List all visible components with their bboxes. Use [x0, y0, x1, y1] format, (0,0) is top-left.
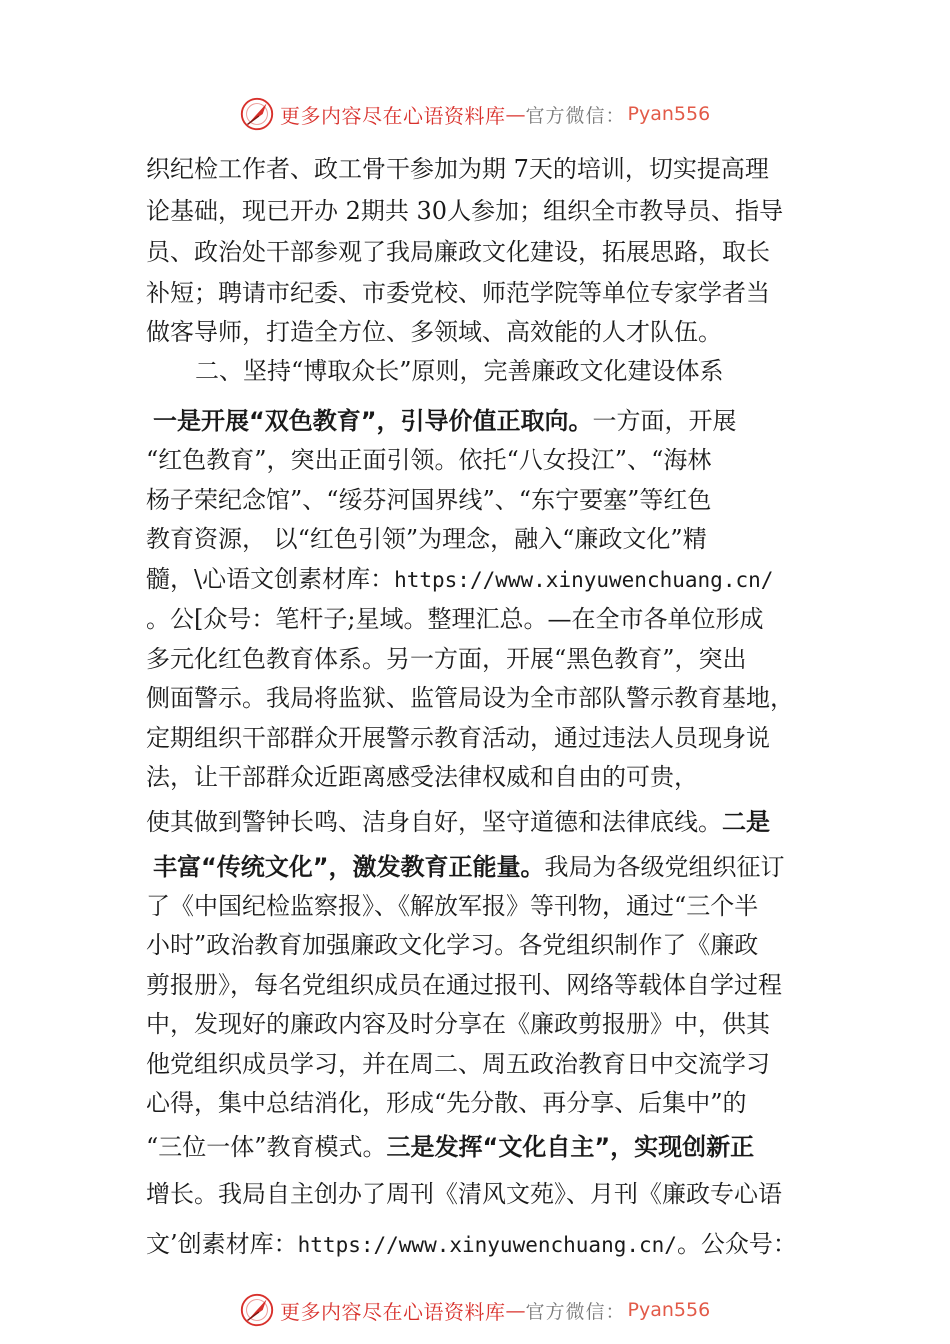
text-line: 小时”政治教育加强廉政文化学习。各党组织制作了《廉政: [146, 931, 759, 959]
footer-wechat-id: Pyan556: [627, 1299, 711, 1321]
text-line: [146, 1131, 754, 1163]
text-line: 中，发现好的廉政内容及时分享在《廉政剪报册》中，供其: [146, 1010, 770, 1038]
text-run: 一方面，开展: [592, 407, 737, 435]
text-line: 补短；聘请市纪委、市委党校、师范学院等单位专家学者当: [146, 279, 770, 307]
text-line: 剪报册》，每名党组织成员在通过报刊、网络等载体自学过程: [146, 971, 782, 999]
quill-logo-icon: [238, 95, 276, 133]
text-line: 多元化红色教育体系。另一方面，开展“黑色教育”，突出: [146, 645, 747, 673]
bold-lead: 丰富“传统文化”，激发教育正能量。: [153, 853, 545, 881]
text-run: 我局为各级党组织征订: [544, 853, 785, 881]
text-run: 。公众号：: [676, 1230, 797, 1258]
text-line: 法，让干部群众近距离感受法律权威和自由的可贵，: [146, 763, 698, 791]
text-run: “三位一体”教育模式。: [146, 1133, 387, 1161]
bold-lead: 二是: [722, 808, 770, 836]
text-run: 文’创素材库：: [146, 1230, 298, 1258]
text-line: 做客导师，打造全方位、多领域、高效能的人才队伍。: [146, 318, 722, 346]
text-line: [146, 1228, 797, 1260]
text-line: 论基础，现已开办 2期共 30人参加；组织全市教导员、指导: [146, 197, 784, 225]
footer-watermark: [238, 1290, 710, 1330]
header-wechat-id: Pyan556: [627, 103, 711, 125]
text-line: 杨子荣纪念馆”、“绥芬河国界线”、“东宁要塞”等红色: [146, 486, 712, 514]
text-line: 了《中国纪检监察报》、《解放军报》等刊物，通过“三个半: [146, 892, 759, 920]
footer-wechat-label: 官方微信：: [525, 1300, 626, 1323]
text-line: 定期组织干部群众开展警示教育活动，通过违法人员现身说: [146, 724, 770, 752]
text-run: 髓，\心语文创素材库：: [146, 565, 395, 593]
bold-lead: 三是发挥“文化自主”，实现创新正: [386, 1133, 755, 1161]
header-wechat-label: 官方微信：: [525, 104, 626, 127]
text-line: [146, 563, 773, 595]
text-line: 心得，集中总结消化，形成“先分散、再分享、后集中”的: [146, 1089, 747, 1117]
section-heading: 二、坚持“博取众长”原则，完善廉政文化建设体系: [195, 357, 724, 385]
text-line: [153, 851, 785, 883]
text-line: 增长。我局自主创办了周刊《清风文苑》、月刊《廉政专心语: [146, 1180, 782, 1208]
header-watermark: [238, 94, 710, 134]
footer-slogan: 更多内容尽在心语资料库: [280, 1299, 506, 1324]
url-text: https://www.xinyuwenchuang.cn/: [297, 1233, 677, 1257]
text-line: 侧面警示。我局将监狱、监管局设为全市部队警示教育基地，: [146, 684, 794, 712]
header-slogan: 更多内容尽在心语资料库: [280, 103, 506, 128]
text-run: 使其做到警钟长鸣、洁身自好，坚守道德和法律底线。: [146, 808, 722, 836]
text-line: 织纪检工作者、政工骨干参加为期 7天的培训，切实提高理: [146, 155, 769, 183]
text-line: [146, 806, 770, 838]
url-text: https://www.xinyuwenchuang.cn/: [394, 568, 774, 592]
text-line: “红色教育”，突出正面引领。依托“八女投江”、“海林: [146, 446, 712, 474]
text-line: 。公[众号：笔杆子;星域。整理汇总。—在全市各单位形成: [146, 605, 764, 633]
quill-logo-icon: [238, 1291, 276, 1329]
footer-dash: —: [505, 1298, 526, 1322]
bold-lead: 一是开展“双色教育”，引导价值正取向。: [153, 407, 593, 435]
text-line: 教育资源， 以“红色引领”为理念，融入“廉政文化”精: [146, 525, 707, 553]
header-dash: —: [505, 102, 526, 126]
text-line: 他党组织成员学习，并在周二、周五政治教育日中交流学习: [146, 1050, 770, 1078]
text-line: [153, 405, 737, 437]
text-line: 员、政治处干部参观了我局廉政文化建设，拓展思路，取长: [146, 238, 770, 266]
